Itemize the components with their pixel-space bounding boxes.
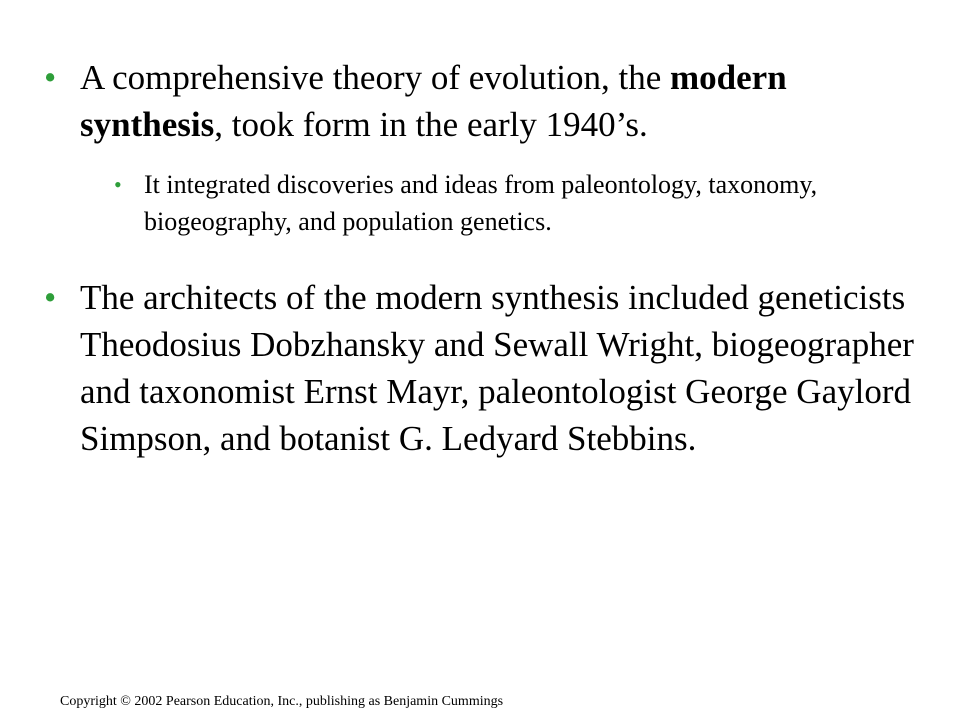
sub-bullet-integrated — [114, 166, 914, 240]
bullet-text-start: A comprehensive theory of evolution, the — [80, 58, 670, 97]
bullet-modern-synthesis — [44, 54, 924, 148]
bullet-text-end: , took form in the early 1940’s. — [214, 105, 648, 144]
bullet-architects — [44, 274, 924, 462]
bullet-marker: • — [44, 58, 57, 97]
bullet-text: The architects of the modern synthesis included geneticists Theodosius Dobzhansky and Sewall Wright, biogeographer and taxonomist Ernst Mayr, paleontologist George Gaylord Simpson, and botanist G. Ledyard Stebbins. — [80, 278, 914, 458]
sub-bullet-marker: • — [114, 172, 122, 197]
copyright-footer: Copyright © 2002 Pearson Education, Inc., publishing as Benjamin Cummings — [60, 694, 504, 709]
bullet-text — [80, 54, 924, 148]
bold-term: modern synthesis — [80, 58, 787, 144]
bullet-marker: • — [44, 278, 57, 317]
sub-bullet-text: It integrated discoveries and ideas from paleontology, taxonomy, biogeography, and population genetics. — [144, 170, 818, 236]
